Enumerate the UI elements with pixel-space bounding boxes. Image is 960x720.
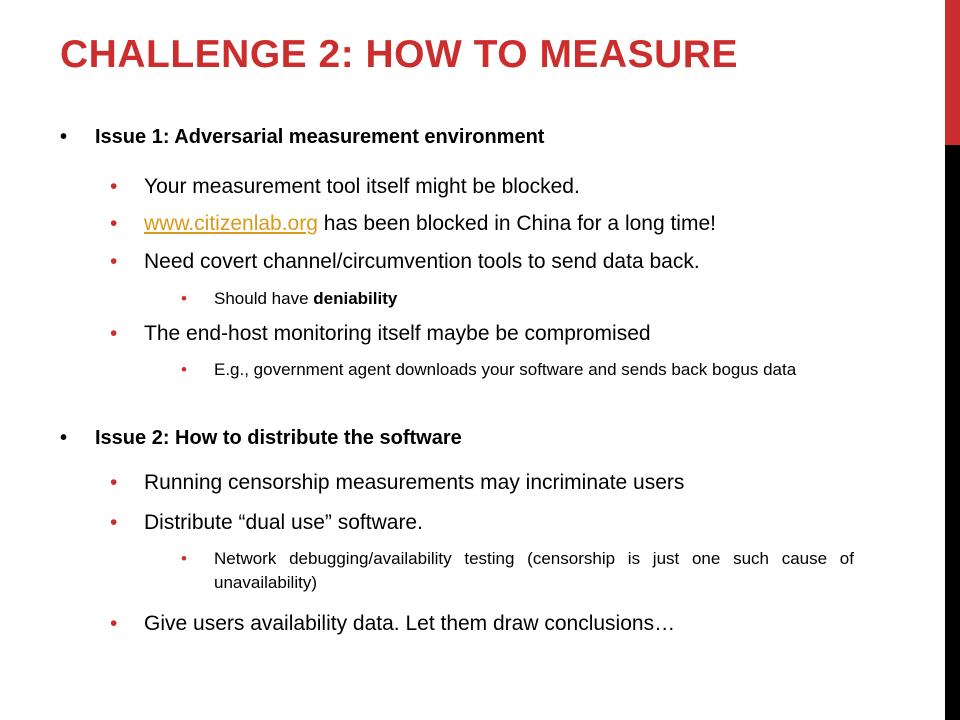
bullet-dot-icon: • bbox=[181, 360, 187, 379]
bullet-dot-icon: • bbox=[181, 549, 187, 568]
bullet-dot-icon: • bbox=[60, 126, 68, 148]
accent-bar-black bbox=[945, 145, 960, 720]
bullet-text: has been blocked in China for a long time! bbox=[317, 212, 716, 235]
bullet-dot-icon: • bbox=[110, 322, 118, 345]
bullet-text: Network debugging/availability testing (censorship is just one such cause of unavailability) bbox=[214, 549, 854, 592]
bullet-text: Give users availability data. Let them draw conclusions… bbox=[144, 612, 676, 635]
bullet-text-line bbox=[144, 210, 716, 238]
bullet-dot-icon: • bbox=[181, 289, 187, 308]
bullet-bold-text: deniability bbox=[313, 289, 398, 308]
bullet-dot-icon: • bbox=[110, 212, 118, 235]
bullet-text: Issue 1: Adversarial measurement environment bbox=[95, 126, 545, 148]
bullet-text: Should have bbox=[214, 289, 314, 308]
bullet-text: The end-host monitoring itself maybe be compromised bbox=[144, 322, 651, 345]
bullet-text: Running censorship measurements may incriminate users bbox=[144, 471, 685, 494]
bullet-dot-icon: • bbox=[110, 250, 118, 273]
accent-bar-red bbox=[945, 0, 960, 145]
bullet-text: Your measurement tool itself might be blocked. bbox=[144, 175, 580, 198]
bullet-dot-icon: • bbox=[110, 175, 118, 198]
citizenlab-link[interactable]: www.citizenlab.org bbox=[144, 212, 318, 235]
bullet-text: Need covert channel/circumvention tools to send data back. bbox=[144, 250, 700, 273]
slide-title: CHALLENGE 2: HOW TO MEASURE bbox=[60, 33, 738, 76]
bullet-text: Issue 2: How to distribute the software bbox=[95, 427, 462, 449]
bullet-dot-icon: • bbox=[110, 511, 118, 534]
bullet-text: Distribute “dual use” software. bbox=[144, 511, 423, 534]
bullet-text-line bbox=[214, 287, 854, 311]
bullet-dot-icon: • bbox=[110, 612, 118, 635]
bullet-dot-icon: • bbox=[110, 471, 118, 494]
bullet-text: E.g., government agent downloads your software and sends back bogus data bbox=[214, 360, 797, 379]
bullet-dot-icon: • bbox=[60, 427, 68, 449]
